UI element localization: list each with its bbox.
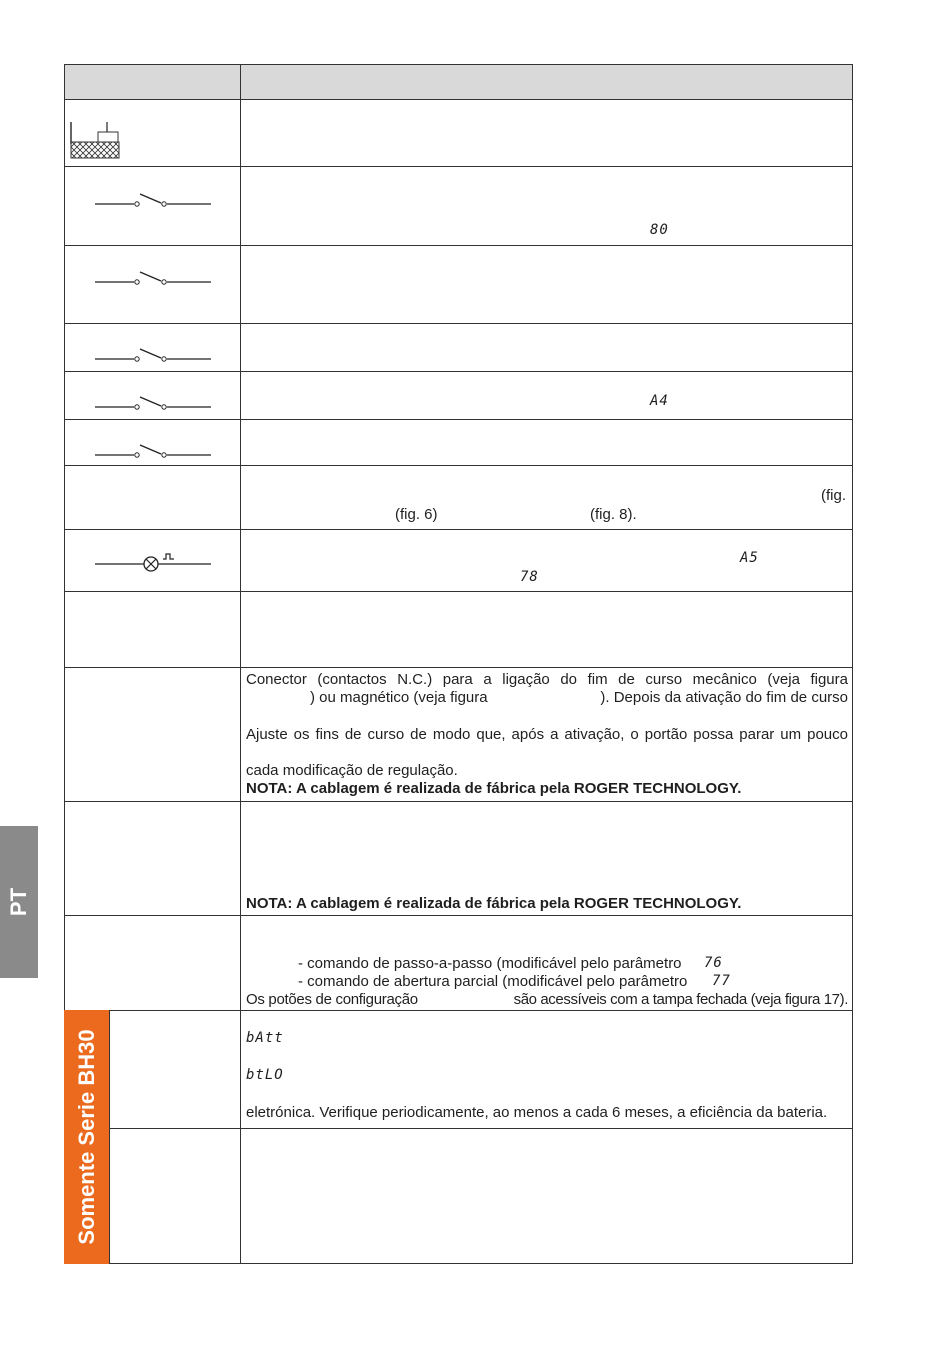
limit-text-line: ) ou magnético (veja figura bbox=[310, 689, 488, 706]
table-border bbox=[64, 64, 853, 1264]
trimmer-text-line: - comando de passo-a-passo (modificável pelo parâmetro bbox=[298, 955, 682, 972]
language-tab-label: PT bbox=[6, 887, 31, 917]
switch-no-icon bbox=[94, 190, 212, 214]
display-code: 80 bbox=[650, 222, 669, 238]
trimmer-text-line: - comando de abertura parcial (modificável pelo parâmetro bbox=[298, 973, 688, 990]
trimmer-text-line: Os potões de configuração bbox=[246, 991, 418, 1008]
switch-no-icon bbox=[94, 345, 212, 369]
limit-text-line: Conector (contactos N.C.) para a ligação do fim de curso mecânico (veja figura bbox=[246, 671, 848, 688]
display-code: A4 bbox=[650, 393, 669, 409]
language-tab bbox=[0, 826, 38, 978]
display-code: bAtt bbox=[246, 1030, 284, 1046]
display-code: 78 bbox=[520, 569, 539, 585]
fig-reference: (fig. bbox=[821, 487, 847, 504]
fig-reference: (fig. 8). bbox=[590, 506, 637, 523]
display-code: 76 bbox=[704, 955, 723, 971]
switch-no-icon bbox=[94, 268, 212, 292]
terminal-block-icon bbox=[68, 120, 122, 162]
fig-reference: (fig. 6) bbox=[395, 506, 438, 523]
limit-text-line: Ajuste os fins de curso de modo que, após a ativação, o portão possa parar um pouco bbox=[246, 726, 848, 743]
trimmer-text-line: são acessíveis com a tampa fechada (veja figura 17). bbox=[513, 991, 848, 1008]
terminal-table bbox=[64, 64, 853, 1264]
limit-text-line: ). Depois da ativação do fim de curso bbox=[600, 689, 848, 706]
battery-text-line: eletrónica. Verifique periodicamente, ao menos a cada 6 meses, a eficiência da bateria. bbox=[246, 1104, 828, 1121]
series-band-label: Somente Serie BH30 bbox=[73, 1029, 99, 1245]
series-band bbox=[64, 1010, 109, 1264]
switch-no-icon bbox=[94, 441, 212, 465]
display-code: A5 bbox=[740, 550, 759, 566]
flashing-lamp-icon bbox=[94, 550, 212, 576]
factory-wiring-note: NOTA: A cablagem é realizada de fábrica pela ROGER TECHNOLOGY. bbox=[246, 895, 742, 912]
factory-wiring-note: NOTA: A cablagem é realizada de fábrica pela ROGER TECHNOLOGY. bbox=[246, 780, 742, 797]
switch-no-icon bbox=[94, 393, 212, 417]
display-code: btLO bbox=[246, 1067, 284, 1083]
display-code: 77 bbox=[712, 973, 731, 989]
limit-text-line: cada modificação de regulação. bbox=[246, 762, 458, 779]
